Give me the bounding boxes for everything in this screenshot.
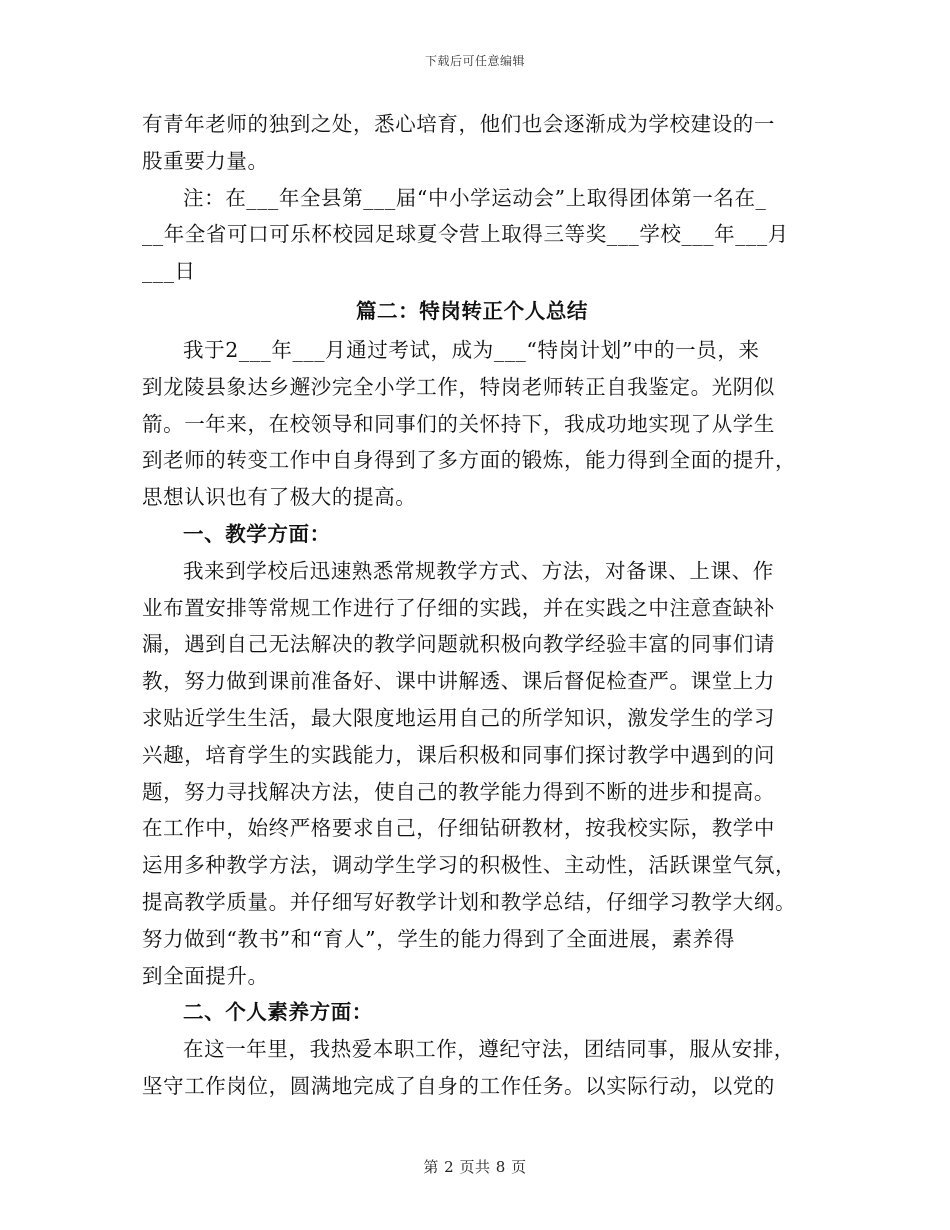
- paragraph-line: 题，努力寻找解决方法，使自己的教学能力得到不断的进步和提高。: [142, 779, 775, 804]
- paragraph-line: 业布置安排等常规工作进行了仔细的实践，并在实践之中注意查缺补: [142, 595, 775, 620]
- paragraph-line: 在这一年里，我热爱本职工作，遵纪守法，团结同事，服从安排，: [183, 1037, 795, 1062]
- paragraph-line: 股重要力量。: [142, 148, 269, 173]
- note-line: ___日: [142, 259, 196, 284]
- paragraph-line: 努力做到“教书”和“育人”，学生的能力得到了全面进展，素养得: [142, 926, 735, 951]
- paragraph-line: 有青年老师的独到之处，悉心培育，他们也会逐渐成为学校建设的一: [142, 112, 775, 136]
- paragraph-line: 兴趣，培育学生的实践能力，课后积极和同事们探讨教学中遇到的问: [142, 742, 775, 767]
- note-line: 注：在___年全县第___届“中小学运动会”上取得团体第一名在_: [183, 185, 767, 210]
- paragraph-line: 坚守工作岗位，圆满地完成了自身的工作任务。以实际行动，以党的: [142, 1073, 775, 1098]
- paragraph-line: 我来到学校后迅速熟悉常规教学方式、方法，对备课、上课、作: [183, 558, 774, 583]
- paragraph-line: 求贴近学生生活，最大限度地运用自己的所学知识，激发学生的学习: [142, 705, 775, 730]
- paragraph-line: 漏，遇到自己无法解决的教学问题就积极向教学经验丰富的同事们请: [142, 632, 775, 657]
- page-header: 下载后可任意编辑: [424, 54, 525, 68]
- note-line: __年全省可口可乐杯校园足球夏令营上取得三等奖___学校___年___月: [142, 222, 789, 247]
- paragraph-line: 到龙陵县象达乡邂沙完全小学工作，特岗老师转正自我鉴定。光阴似: [142, 374, 775, 399]
- page-number: 第 2 页共 8 页: [423, 1158, 527, 1176]
- document-body: [142, 106, 802, 1105]
- paragraph-line: 教，努力做到课前准备好、课中讲解透、课后督促检查严。课堂上力: [142, 669, 775, 694]
- paragraph-line: 我于2___年___月通过考试，成为___“特岗计划”中的一员，来: [183, 337, 760, 362]
- paragraph-line: 箭。一年来，在校领导和同事们的关怀持下，我成功地实现了从学生: [142, 411, 775, 436]
- subheading-teaching: 一、教学方面：: [183, 521, 331, 546]
- subheading-personal: 二、个人素养方面：: [183, 1000, 373, 1025]
- paragraph-line: 在工作中，始终严格要求自己，仔细钻研教材，按我校实际，教学中: [142, 816, 775, 841]
- paragraph-line: 到老师的转变工作中自身得到了多方面的锻炼，能力得到全面的提升，: [142, 448, 797, 473]
- paragraph-line: 运用多种教学方法，调动学生学习的积极性、主动性，活跃课堂气氛，: [142, 853, 797, 878]
- paragraph-line: 提高教学质量。并仔细写好教学计划和教学总结，仔细学习教学大纲。: [142, 889, 797, 914]
- paragraph-line: 到全面提升。: [142, 963, 269, 988]
- section-title: 篇二：特岗转正个人总结: [355, 298, 589, 323]
- paragraph-line: 思想认识也有了极大的提高。: [142, 485, 417, 510]
